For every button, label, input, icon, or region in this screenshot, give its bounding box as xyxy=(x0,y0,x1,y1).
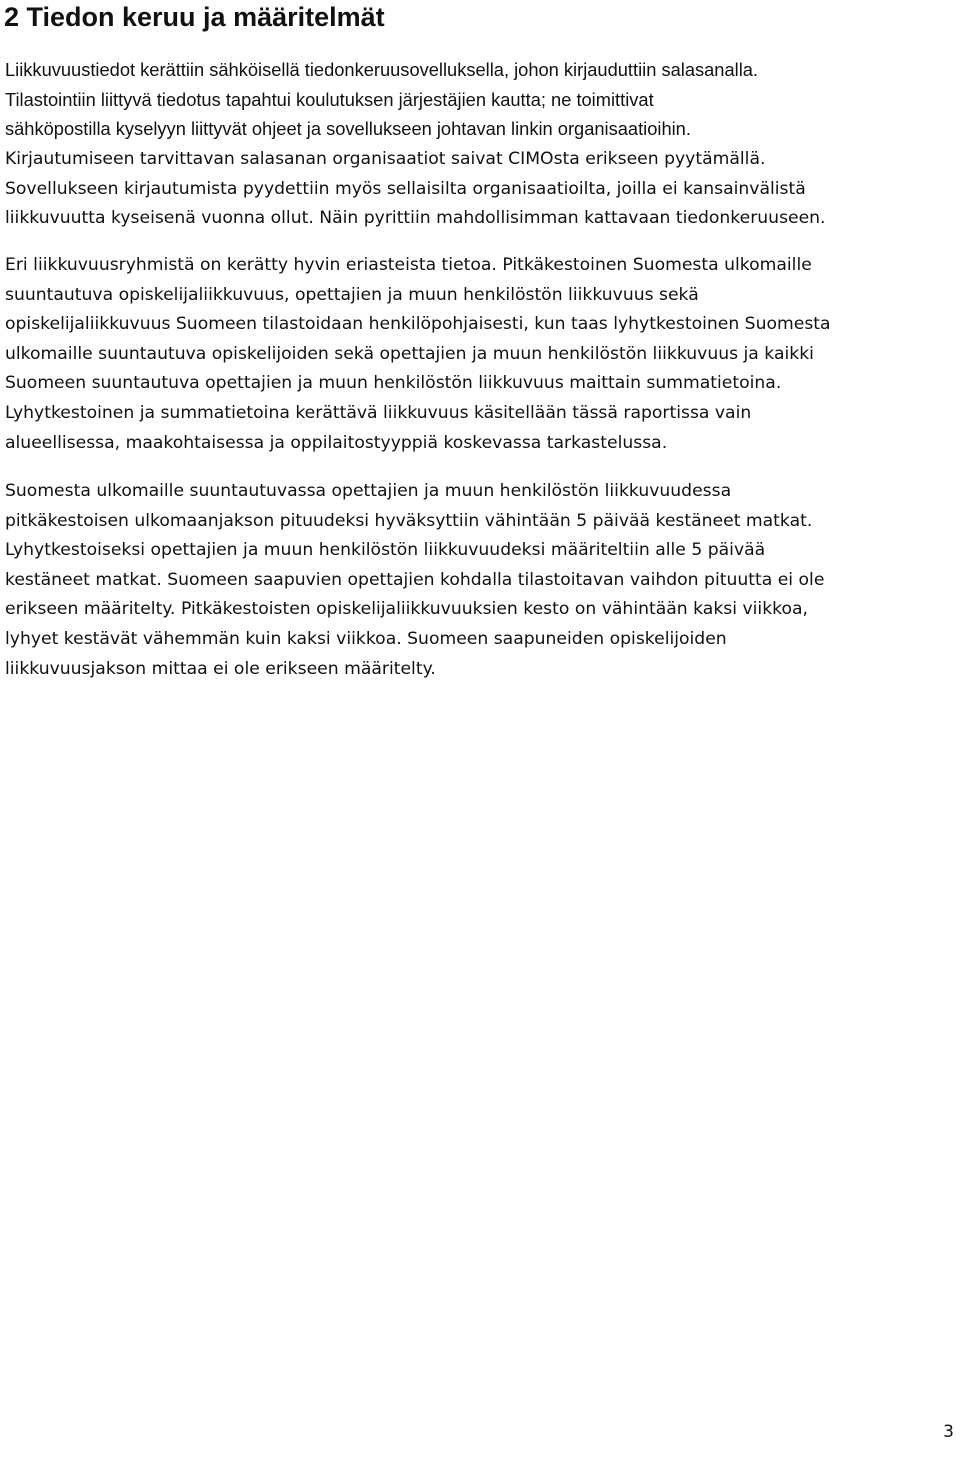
paragraph-line: Lyhytkestoinen ja summatietoina kerättävä liikkuvuus käsitellään tässä raportissa vain xyxy=(5,402,752,423)
paragraph-line: Lyhytkestoiseksi opettajien ja muun henkilöstön liikkuvuudeksi määriteltiin alle 5 päivää xyxy=(5,540,766,561)
section-heading: 2 Tiedon keruu ja määritelmät xyxy=(4,2,385,32)
paragraph-line: Eri liikkuvuusryhmistä on kerätty hyvin eriasteista tietoa. Pitkäkestoinen Suomesta ulkomaille xyxy=(5,255,812,275)
paragraph-line: erikseen määritelty. Pitkäkestoisten opiskelijaliikkuvuuksien kesto on vähintään kaksi viikkoa, xyxy=(5,599,808,620)
paragraph-line: Suomesta ulkomaille suuntautuvassa opettajien ja muun henkilöstön liikkuvuudessa xyxy=(5,481,732,501)
paragraph-line: liikkuvuutta kyseisenä vuonna ollut. Näin pyrittiin mahdollisimman kattavaan tiedonkeruuseen. xyxy=(5,208,826,229)
paragraph-login xyxy=(5,145,826,234)
paragraph-data-collection xyxy=(5,55,758,144)
paragraph-line: lyhyet kestävät vähemmän kuin kaksi viikkoa. Suomeen saapuneiden opiskelijoiden xyxy=(5,628,727,649)
paragraph-line: liikkuvuusjakson mittaa ei ole erikseen määritelty. xyxy=(5,658,436,679)
paragraph-line: pitkäkestoisen ulkomaanjakson pituudeksi hyväksyttiin vähintään 5 päivää kestäneet matkat. xyxy=(5,510,813,531)
page-number: 3 xyxy=(943,1422,954,1442)
paragraph-line: alueellisessa, maakohtaisessa ja oppilaitostyyppiä koskevassa tarkastelussa. xyxy=(5,432,668,453)
paragraph-line: suuntautuva opiskelijaliikkuvuus, opettajien ja muun henkilöstön liikkuvuus sekä xyxy=(5,284,699,305)
paragraph-line: Sovellukseen kirjautumista pyydettiin myös sellaisilta organisaatioilta, joilla ei kansainvälistä xyxy=(5,178,806,199)
paragraph-line: ulkomaille suuntautuva opiskelijoiden sekä opettajien ja muun henkilöstön liikkuvuus ja kaikki xyxy=(5,343,814,364)
paragraph-line: opiskelijaliikkuvuus Suomeen tilastoidaan henkilöpohjaisesti, kun taas lyhytkestoinen Suomesta xyxy=(5,314,831,335)
paragraph-line: sähköpostilla kyselyyn liittyvät ohjeet ja sovellukseen johtavan linkin organisaatioihin. xyxy=(5,118,691,140)
paragraph-line: Suomeen suuntautuva opettajien ja muun henkilöstön liikkuvuus maittain summatietoina. xyxy=(5,373,782,394)
paragraph-line: Liikkuvuustiedot kerättiin sähköisellä tiedonkeruusovelluksella, johon kirjauduttiin salasanalla. xyxy=(5,59,759,80)
paragraph-line: kestäneet matkat. Suomeen saapuvien opettajien kohdalla tilastoitavan vaihdon pituutta ei ole xyxy=(5,569,825,590)
paragraph-definitions xyxy=(5,477,824,684)
paragraph-mobility-groups xyxy=(5,251,831,458)
paragraph-line: Tilastointiin liittyvä tiedotus tapahtui koulutuksen järjestäjien kautta; ne toimittivat xyxy=(5,88,654,110)
paragraph-line: Kirjautumiseen tarvittavan salasanan organisaatiot saivat CIMOsta erikseen pyytämällä. xyxy=(5,149,766,169)
